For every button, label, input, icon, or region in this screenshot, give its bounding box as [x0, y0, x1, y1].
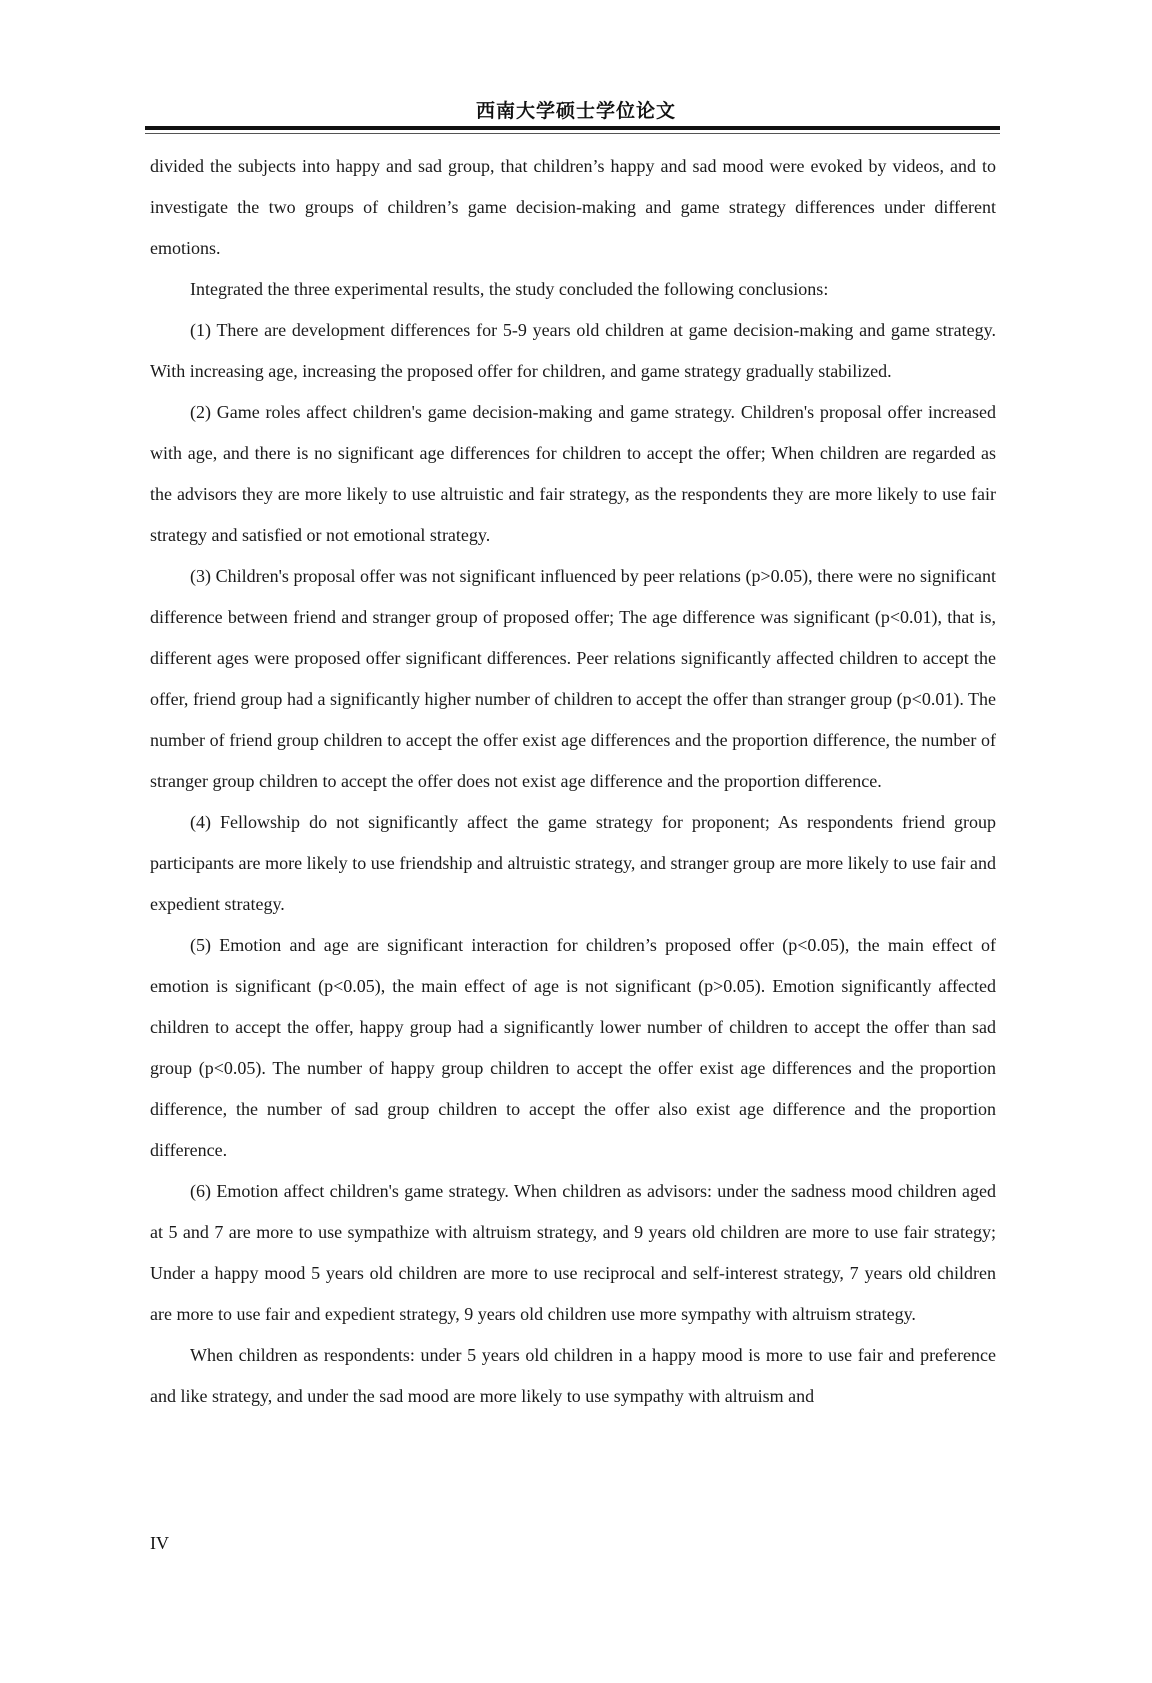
body-text [150, 146, 996, 1417]
paragraph-conclusion-2: (2) Game roles affect children's game decision-making and game strategy. Children's proposal offer increased with age, and there is no significant age differences for children to accept the offer; When children are regarded as the advisors they are more likely to use altruistic and fair strategy, as the respondents they are more likely to use fair strategy and satisfied or not emotional strategy. [150, 402, 996, 545]
page-number: IV [150, 1533, 169, 1553]
paragraph-respondents: When children as respondents: under 5 years old children in a happy mood is more to use fair and preference and like strategy, and under the sad mood are more likely to use sympathy with altruism and [150, 1345, 996, 1406]
running-header: 西南大学硕士学位论文 [475, 100, 676, 122]
header-rule-thin [145, 133, 1000, 134]
header-rule-thick [145, 126, 1000, 130]
paragraph-conclusion-4: (4) Fellowship do not significantly affect the game strategy for proponent; As respondents friend group participants are more likely to use friendship and altruistic strategy, and stranger group are more likely to use fair and expedient strategy. [150, 812, 996, 914]
paragraph-conclusion-1: (1) There are development differences for 5-9 years old children at game decision-making and game strategy. With increasing age, increasing the proposed offer for children, and game strategy gradually stabilized. [150, 320, 996, 381]
paragraph-conclusion-5: (5) Emotion and age are significant interaction for children’s proposed offer (p<0.05), the main effect of emotion is significant (p<0.05), the main effect of age is not significant (p>0.05). Emotion significantly affected children to accept the offer, happy group had a significantly lower number of children to accept the offer than sad group (p<0.05). The number of happy group children to accept the offer exist age differences and the proportion difference, the number of sad group children to accept the offer also exist age difference and the proportion difference. [150, 935, 996, 1160]
paragraph-conclusions-intro: Integrated the three experimental results, the study concluded the following conclusions: [190, 279, 829, 299]
paragraph-conclusion-6: (6) Emotion affect children's game strategy. When children as advisors: under the sadness mood children aged at 5 and 7 are more to use sympathize with altruism strategy, and 9 years old children are more to use fair strategy; Under a happy mood 5 years old children are more to use reciprocal and self-interest strategy, 7 years old children are more to use fair and expedient strategy, 9 years old children use more sympathy with altruism strategy. [150, 1181, 996, 1324]
paragraph-continuation: divided the subjects into happy and sad group, that children’s happy and sad mood were evoked by videos, and to investigate the two groups of children’s game decision-making and game strategy differences under different emotions. [150, 156, 996, 258]
paragraph-conclusion-3: (3) Children's proposal offer was not significant influenced by peer relations (p>0.05), there were no significant difference between friend and stranger group of proposed offer; The age difference was significant (p<0.01), that is, different ages were proposed offer significant differences. Peer relations significantly affected children to accept the offer, friend group had a significantly higher number of children to accept the offer than stranger group (p<0.01). The number of friend group children to accept the offer exist age differences and the proportion difference, the number of stranger group children to accept the offer does not exist age difference and the proportion difference. [150, 566, 996, 791]
